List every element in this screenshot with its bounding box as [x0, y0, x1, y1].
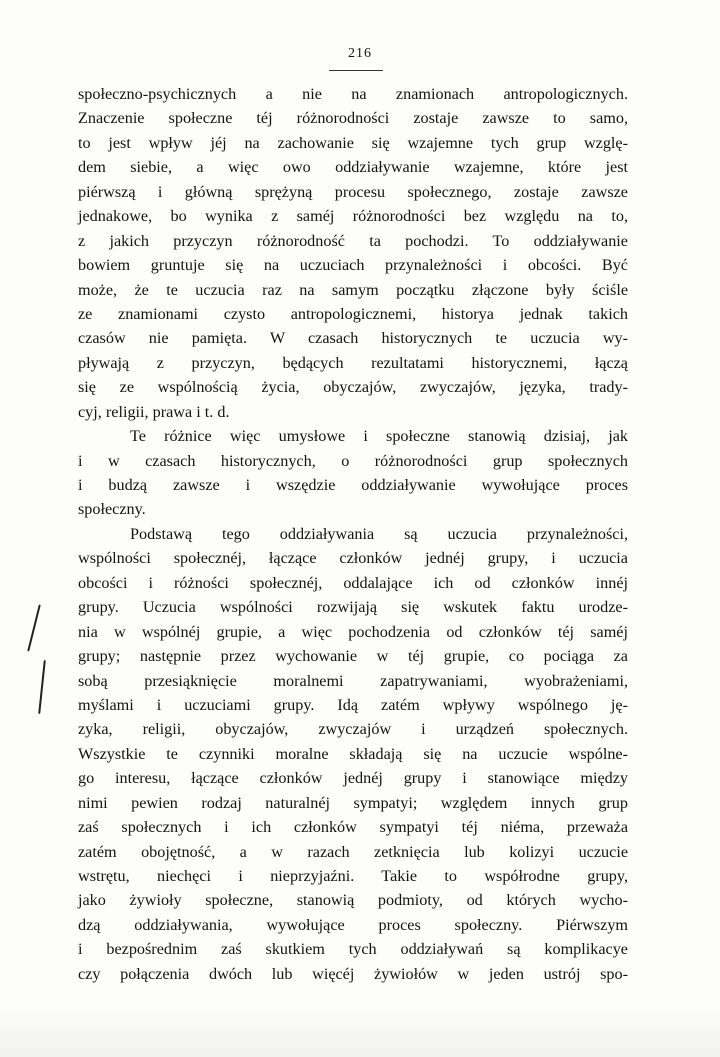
text-line: i w czasach historycznych, o różnorodności grup społecznych: [78, 451, 628, 470]
text-line: ze znamionami czysto antropologicznemi, historya jednak takich: [78, 304, 628, 323]
text-line: może, że te uczucia raz na samym początku złączone były ściśle: [78, 280, 628, 299]
text-line: z jakich przyczyn różnorodność ta pochodzi. To oddziaływanie: [78, 231, 628, 250]
text-line: dem siebie, a więc owo oddziaływanie wzajemne, które jest: [78, 158, 628, 177]
text-line: jednakowe, bo wynika z saméj różnorodności bez względu na to,: [78, 207, 628, 226]
text-line: cyj, religii, prawa i t. d.: [78, 402, 230, 421]
body-text: [78, 82, 628, 986]
text-line: sobą przesiąknięcie moralnemi zapatrywaniami, wyobrażeniami,: [78, 671, 628, 690]
margin-pencil-mark: [27, 604, 41, 651]
text-line: zyka, religii, obyczajów, zwyczajów i urządzeń społecznych.: [78, 720, 628, 739]
paragraph-2: [78, 424, 628, 522]
text-line: dzą oddziaływania, wywołujące proces społeczny. Piérwszym: [78, 915, 628, 934]
text-line: nimi pewien rodzaj naturalnéj sympatyi; względem innych grup: [78, 793, 628, 812]
text-line: bowiem gruntuje się na uczuciach przynależności i obcości. Być: [78, 256, 628, 275]
text-line: Te różnice więc umysłowe i społeczne stanowią dzisiaj, jak: [130, 427, 628, 446]
text-line: grupy. Uczucia wspólności rozwijają się wskutek faktu urodze-: [78, 598, 628, 617]
text-line: i budzą zawsze i wszędzie oddziaływanie wywołujące proces: [78, 476, 628, 494]
text-line: nia w wspólnéj grupie, a więc pochodzenia od członków téj saméj: [78, 622, 628, 641]
text-line: zatém obojętność, a w razach zetknięcia lub kolizyi uczucie: [78, 842, 628, 861]
text-line: i bezpośrednim zaś skutkiem tych oddziaływań są komplikacye: [78, 940, 628, 959]
text-line: czasów nie pamięta. W czasach historycznych te uczucia wy-: [78, 329, 628, 348]
page-number: 216: [348, 46, 372, 61]
text-line: Znaczenie społeczne téj różnorodności zostaje zawsze to samo,: [78, 109, 628, 128]
text-line: społeczny.: [78, 500, 146, 519]
scan-edge-shading: [0, 1002, 720, 1057]
text-line: wspólności społecznéj, łączące członków jednéj grupy, i uczucia: [78, 549, 628, 568]
text-line: czy połączenia dwóch lub więcéj żywiołów w jeden ustrój spo-: [78, 964, 628, 983]
text-line: wstrętu, niechęci i nieprzyjaźni. Takie to współrodne grupy,: [78, 867, 628, 885]
text-line: się ze wspólnością życia, obyczajów, zwyczajów, języka, trady-: [78, 378, 628, 397]
text-line: go interesu, łączące członków jednéj grupy i stanowiące między: [78, 769, 628, 788]
text-line: obcości i różności społecznéj, oddalające ich od członków innéj: [78, 573, 628, 592]
margin-pencil-mark: [38, 660, 46, 714]
paragraph-3: [78, 522, 628, 986]
text-line: Wszystkie te czynniki moralne składają się na uczucie wspólne-: [78, 744, 628, 763]
text-line: zaś społecznych i ich członków sympatyi téj niéma, przeważa: [78, 818, 628, 837]
text-line: to jest wpływ jéj na zachowanie się wzajemne tych grup wzglę-: [78, 133, 628, 152]
text-line: społeczno-psychicznych a nie na znamionach antropologicznych.: [78, 85, 628, 103]
text-line: Podstawą tego oddziaływania są uczucia przynależności,: [130, 524, 628, 543]
text-line: myślami i uczuciami grupy. Idą zatém wpływy wspólnego ję-: [78, 695, 628, 714]
paragraph-1: [78, 82, 628, 424]
text-line: jako żywioły społeczne, stanowią podmioty, od których wycho-: [78, 891, 628, 910]
text-line: grupy; następnie przez wychowanie w téj grupie, co pociąga za: [78, 647, 628, 666]
text-line: pływają z przyczyn, będących rezultatami historycznemi, łączą: [78, 353, 628, 372]
page-number-rule: [329, 70, 383, 71]
text-line: piérwszą i główną sprężyną procesu społecznego, zostaje zawsze: [78, 182, 628, 201]
